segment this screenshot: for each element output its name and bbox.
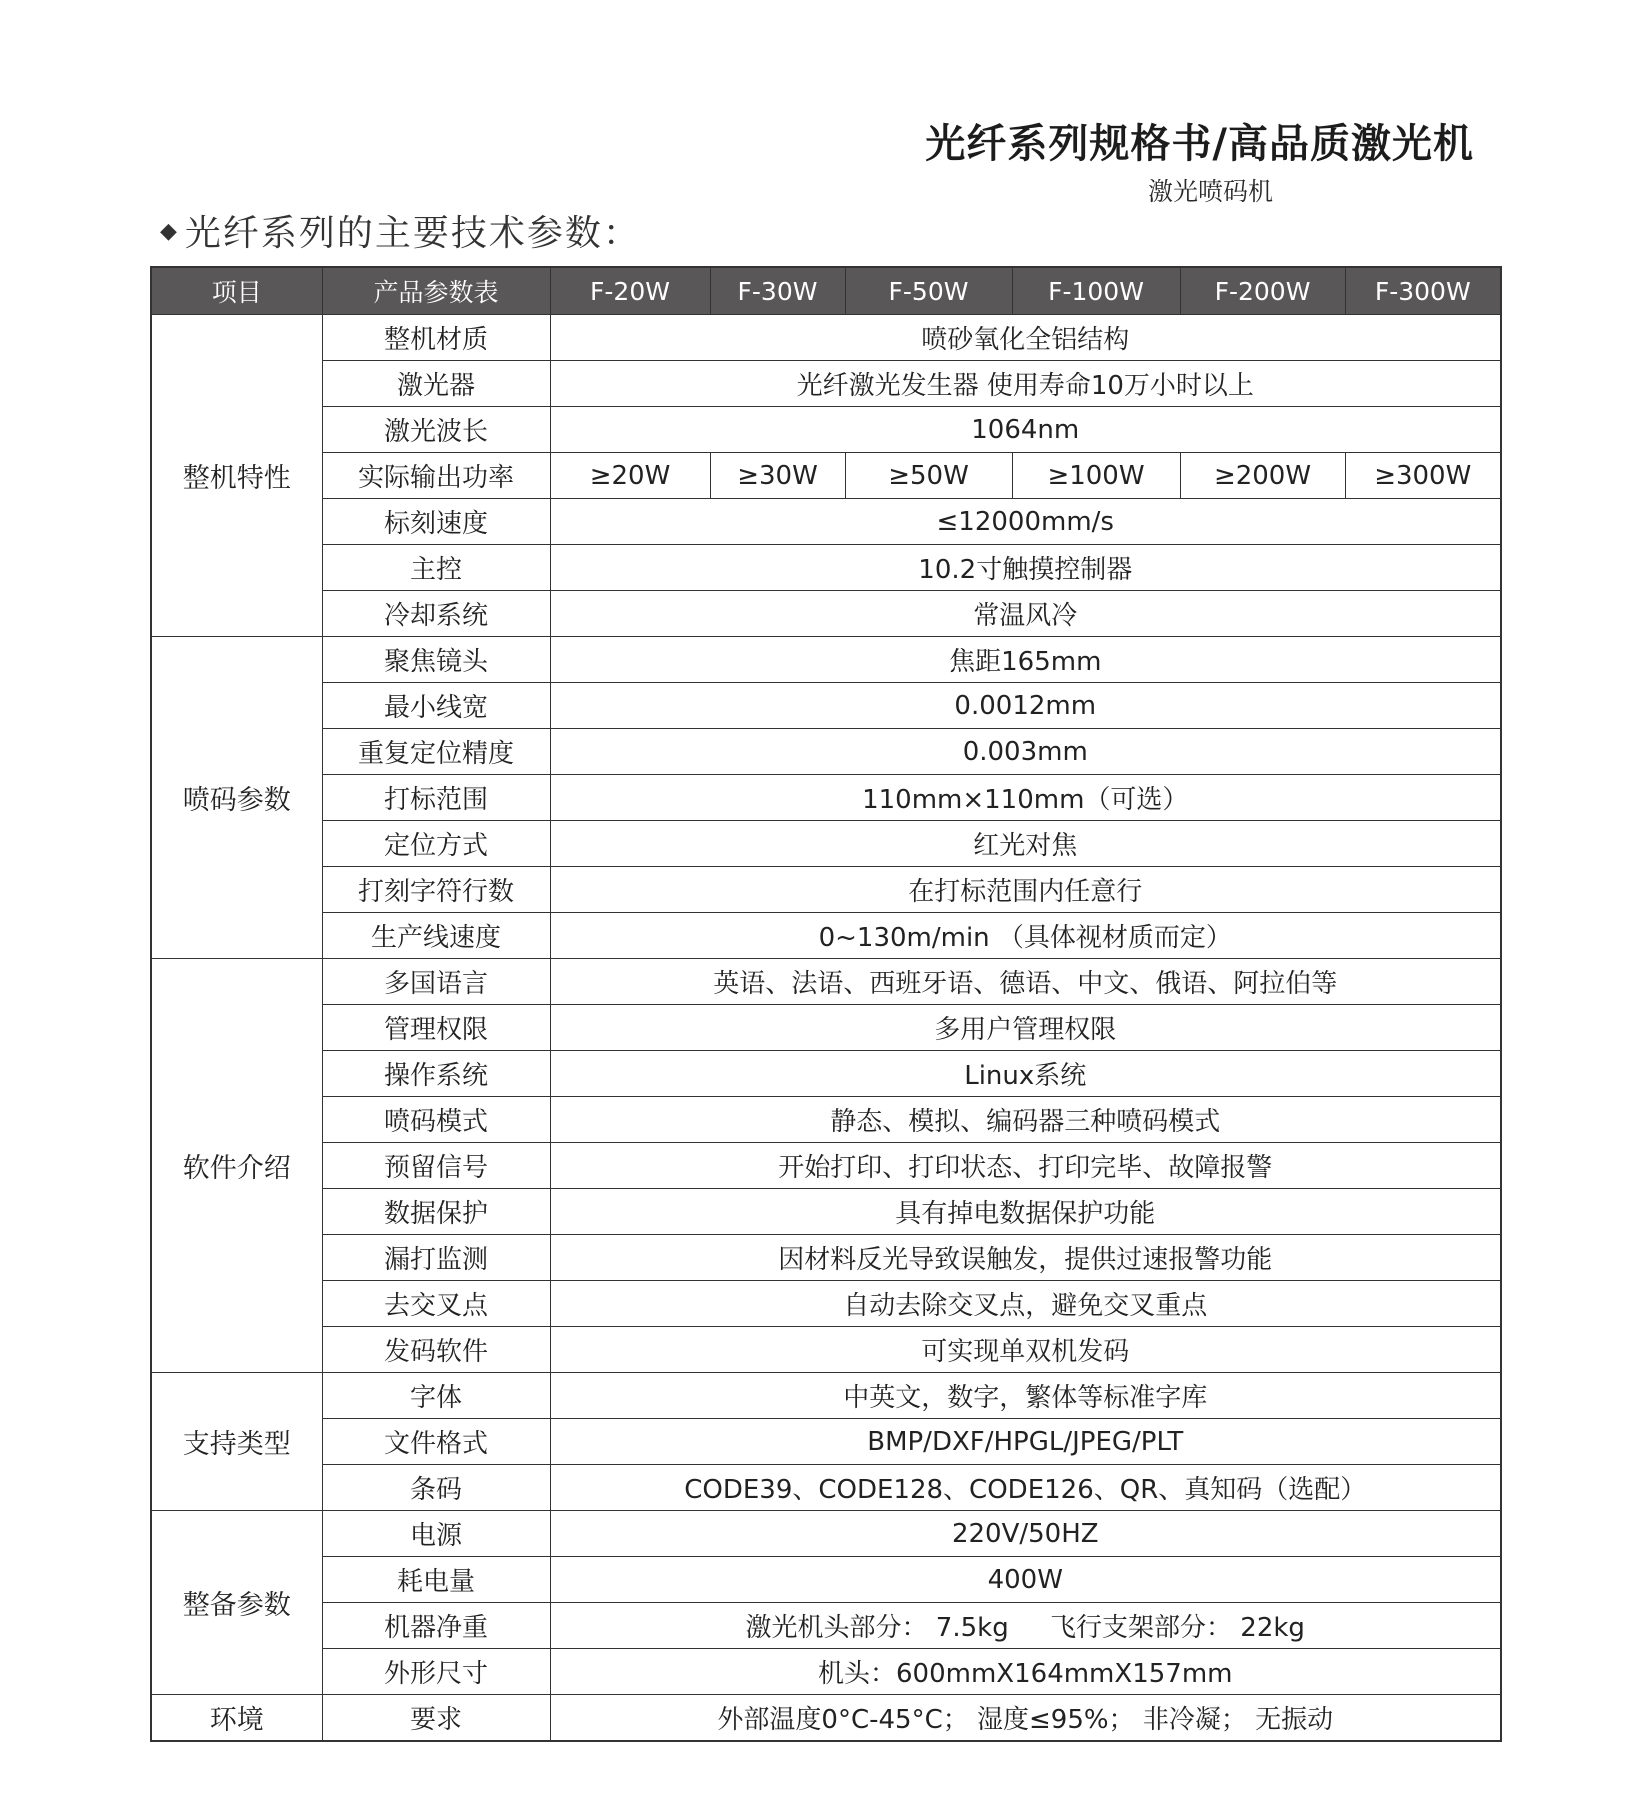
row-value: 110mm×110mm（可选） [550, 775, 1501, 821]
table-row [151, 637, 1501, 683]
table-row [151, 1465, 1501, 1511]
table-row [151, 453, 1501, 499]
row-label: 预留信号 [322, 1143, 550, 1189]
table-row [151, 591, 1501, 637]
row-label: 定位方式 [322, 821, 550, 867]
row-label: 去交叉点 [322, 1281, 550, 1327]
row-label: 激光器 [322, 361, 550, 407]
row-label: 文件格式 [322, 1419, 550, 1465]
row-value: 0.0012mm [550, 683, 1501, 729]
row-label: 重复定位精度 [322, 729, 550, 775]
table-row [151, 1373, 1501, 1419]
table-row [151, 1235, 1501, 1281]
table-row [151, 545, 1501, 591]
row-label: 管理权限 [322, 1005, 550, 1051]
row-value: 常温风冷 [550, 591, 1501, 637]
table-row [151, 1557, 1501, 1603]
row-label: 打标范围 [322, 775, 550, 821]
column-header: F-20W [550, 267, 710, 315]
row-label: 实际输出功率 [322, 453, 550, 499]
column-header: 产品参数表 [322, 267, 550, 315]
table-row [151, 1281, 1501, 1327]
row-value: 中英文，数字，繁体等标准字库 [550, 1373, 1501, 1419]
power-value: ≥50W [845, 453, 1012, 499]
column-header: F-30W [710, 267, 845, 315]
row-value: BMP/DXF/HPGL/JPEG/PLT [550, 1419, 1501, 1465]
column-header: F-100W [1012, 267, 1180, 315]
row-label: 机器净重 [322, 1603, 550, 1649]
row-label: 字体 [322, 1373, 550, 1419]
row-label: 数据保护 [322, 1189, 550, 1235]
document-subtitle: 激光喷码机 [1148, 177, 1274, 206]
table-row [151, 315, 1501, 361]
row-label: 喷码模式 [322, 1097, 550, 1143]
row-label: 操作系统 [322, 1051, 550, 1097]
table-row [151, 1143, 1501, 1189]
power-value: ≥20W [550, 453, 710, 499]
row-label: 最小线宽 [322, 683, 550, 729]
table-row [151, 683, 1501, 729]
row-value: 焦距165mm [550, 637, 1501, 683]
row-value: Linux系统 [550, 1051, 1501, 1097]
row-value: 红光对焦 [550, 821, 1501, 867]
spec-table [150, 266, 1502, 1742]
column-header: F-50W [845, 267, 1012, 315]
table-row [151, 821, 1501, 867]
row-value: CODE39、CODE128、CODE126、QR、真知码（选配） [550, 1465, 1501, 1511]
row-label: 发码软件 [322, 1327, 550, 1373]
table-row [151, 867, 1501, 913]
row-value: 多用户管理权限 [550, 1005, 1501, 1051]
row-label: 电源 [322, 1511, 550, 1557]
table-row [151, 775, 1501, 821]
row-value: 机头：600mmX164mmX157mm [550, 1649, 1501, 1695]
table-row [151, 1649, 1501, 1695]
row-label: 耗电量 [322, 1557, 550, 1603]
document-title: 光纤系列规格书/高品质激光机 [925, 121, 1474, 167]
row-label: 条码 [322, 1465, 550, 1511]
row-label: 打刻字符行数 [322, 867, 550, 913]
row-value: 可实现单双机发码 [550, 1327, 1501, 1373]
table-row [151, 1327, 1501, 1373]
diamond-bullet-icon: ◆ [160, 218, 179, 244]
table-row [151, 1419, 1501, 1465]
column-header: F-300W [1345, 267, 1501, 315]
row-label: 外形尺寸 [322, 1649, 550, 1695]
row-value: 400W [550, 1557, 1501, 1603]
row-label: 多国语言 [322, 959, 550, 1005]
row-value: 1064nm [550, 407, 1501, 453]
table-row [151, 1097, 1501, 1143]
table-row [151, 407, 1501, 453]
table-row [151, 729, 1501, 775]
row-value: 具有掉电数据保护功能 [550, 1189, 1501, 1235]
row-label: 激光波长 [322, 407, 550, 453]
table-row [151, 1511, 1501, 1557]
table-row [151, 1603, 1501, 1649]
row-value: 英语、法语、西班牙语、德语、中文、俄语、阿拉伯等 [550, 959, 1501, 1005]
section-heading [160, 205, 641, 256]
power-value: ≥30W [710, 453, 845, 499]
row-value: 0.003mm [550, 729, 1501, 775]
table-row [151, 1695, 1501, 1742]
row-label: 冷却系统 [322, 591, 550, 637]
row-value: 在打标范围内任意行 [550, 867, 1501, 913]
row-value: 激光机头部分： 7.5kg 飞行支架部分： 22kg [550, 1603, 1501, 1649]
group-cell-software: 软件介绍 [151, 959, 322, 1373]
table-header-row [151, 267, 1501, 315]
group-cell-environment: 环境 [151, 1695, 322, 1742]
power-value: ≥100W [1012, 453, 1180, 499]
row-value: 喷砂氧化全铝结构 [550, 315, 1501, 361]
row-label: 聚焦镜头 [322, 637, 550, 683]
row-value: 自动去除交叉点，避免交叉重点 [550, 1281, 1501, 1327]
row-label: 生产线速度 [322, 913, 550, 959]
column-header: F-200W [1180, 267, 1345, 315]
row-label: 漏打监测 [322, 1235, 550, 1281]
group-cell-equipment: 整备参数 [151, 1511, 322, 1695]
section-heading-text: 光纤系列的主要技术参数： [184, 213, 641, 254]
row-label: 要求 [322, 1695, 550, 1742]
row-value: 开始打印、打印状态、打印完毕、故障报警 [550, 1143, 1501, 1189]
group-cell-coding: 喷码参数 [151, 637, 322, 959]
row-label: 标刻速度 [322, 499, 550, 545]
power-value: ≥200W [1180, 453, 1345, 499]
row-value: 10.2寸触摸控制器 [550, 545, 1501, 591]
row-value: 光纤激光发生器 使用寿命10万小时以上 [550, 361, 1501, 407]
table-row [151, 361, 1501, 407]
table-row [151, 1051, 1501, 1097]
power-value: ≥300W [1345, 453, 1501, 499]
table-row [151, 913, 1501, 959]
group-cell-support: 支持类型 [151, 1373, 322, 1511]
group-cell-machine: 整机特性 [151, 315, 322, 637]
row-value: 静态、模拟、编码器三种喷码模式 [550, 1097, 1501, 1143]
table-row [151, 1189, 1501, 1235]
row-value: 因材料反光导致误触发，提供过速报警功能 [550, 1235, 1501, 1281]
row-value: ≤12000mm/s [550, 499, 1501, 545]
column-header: 项目 [151, 267, 322, 315]
row-value: 0~130m/min （具体视材质而定） [550, 913, 1501, 959]
row-value: 220V/50HZ [550, 1511, 1501, 1557]
table-row [151, 959, 1501, 1005]
row-label: 整机材质 [322, 315, 550, 361]
table-row [151, 1005, 1501, 1051]
table-row [151, 499, 1501, 545]
row-label: 主控 [322, 545, 550, 591]
row-value: 外部温度0°C-45°C； 湿度≤95%； 非冷凝； 无振动 [550, 1695, 1501, 1742]
